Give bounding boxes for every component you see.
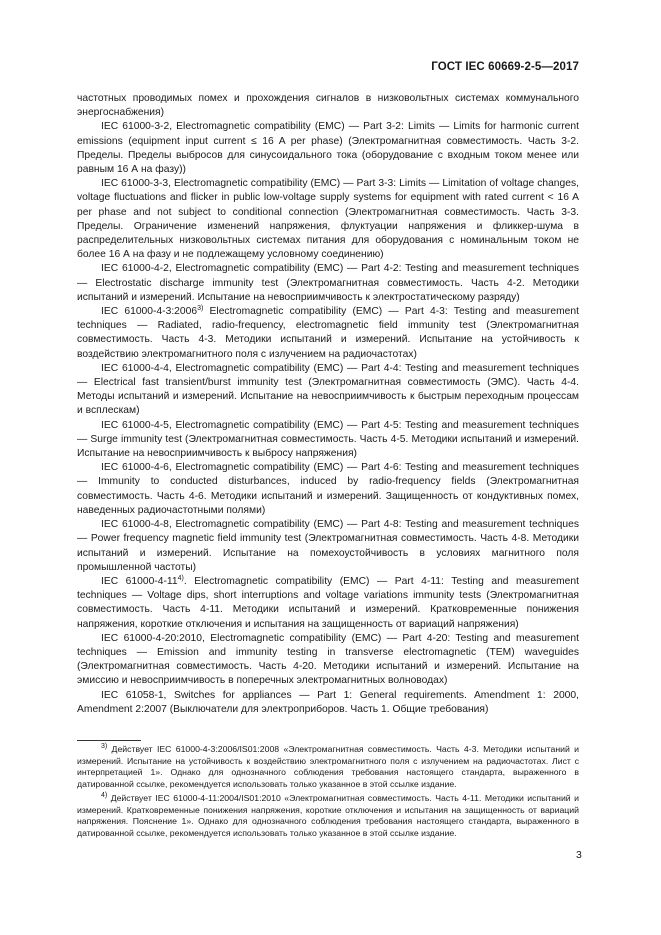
reference-text: Electromagnetic compatibility (EMC) — Part 4-3: Testing and measurement techniques — Radiated, radio-frequency, electromagnetic field immunity test (Электромагнитная совместимость. Часть 4-3. Методики испытаний и измерений. Испытание на устойчивость к воздействию электромагнитного поля с излучением на радиочастотах) xyxy=(77,306,579,360)
reference-paragraph: IEC 61000-3-3, Electromagnetic compatibility (EMC) — Part 3-3: Limits — Limitation of voltage changes, voltage fluctuations and flicker in public low-voltage supply systems for equipment with rated current < 16 A per phase and not subject to conditional connection (Электромагнитная совместимость. Часть 3-3. Пределы. Ограничение изменений напряжения, флуктуации напряжения и фликкер-шума в распределительных низковольтных системах питания для оборудования с номинальным током не более 16 А на фазу и не подлежащему условному соединению) xyxy=(77,178,579,261)
footnote-text: Действует IEC 61000-4-11:2004/IS01:2010 «Электромагнитная совместимость. Часть 4-11. Методики испытаний и измерений. Кратковременные понижения напряжения, короткие отключения и испытания на защищенность от вариаций напряжения. Пояснение 1». Однако для однозначного соблюдения требования настоящего стандарта, выраженного в датированной ссылке, рекомендуется использовать только указанное в этой ссылке издание. xyxy=(77,792,579,838)
document-header: ГОСТ IEC 60669-2-5—2017 xyxy=(431,61,579,73)
reference-paragraph: IEC 61000-4-20:2010, Electromagnetic compatibility (EMC) — Part 4-20: Testing and measurement techniques — Emission and immunity testing in transverse electromagnetic (TEM) waveguides (Электромагнитная совместимость. Часть 4-20. Методики испытаний и измерений. Испытание на эмиссию и невосприимчивость в поперечных электромагнитных волноводах) xyxy=(77,632,579,687)
reference-paragraph xyxy=(77,305,579,362)
reference-paragraph: частотных проводимых помех и прохождения сигналов в низковольтных системах коммунального энергоснабжения) xyxy=(77,93,579,119)
reference-paragraph xyxy=(77,575,579,632)
reference-paragraph: IEC 61000-4-8, Electromagnetic compatibility (EMC) — Part 4-8: Testing and measurement techniques — Power frequency magnetic field immunity test (Электромагнитная совместимость. Часть 4-8. Методики испытаний и измерений. Испытание на помехоустойчивость в условиях магнитного поля промышленной частоты) xyxy=(77,519,579,573)
footnote-ref: 3) xyxy=(197,305,204,313)
page-number: 3 xyxy=(576,849,582,861)
reference-list xyxy=(77,92,579,717)
footnote-text: Действует IEC 61000-4-3:2006/IS01:2008 «Электромагнитная совместимость. Часть 4-3. Методики испытаний и измерений. Испытание на устойчивость к воздействию электромагнитного поля с излучением на радиочастотах. Лист с интерпретацией 1». Однако для однозначного соблюдения требования настоящего стандарта, выраженного в датированной ссылке, рекомендуется использовать только указанное в этой ссылке издание. xyxy=(77,744,579,790)
footnote-mark: 3) xyxy=(101,743,108,750)
reference-code: IEC 61000-4-3:2006 xyxy=(101,306,198,318)
footnote xyxy=(77,744,579,791)
footnote-mark: 4) xyxy=(101,791,108,799)
reference-paragraph: IEC 61000-4-6, Electromagnetic compatibility (EMC) — Part 4-6: Testing and measurement techniques — Immunity to conducted disturbances, induced by radio-frequency fields (Электромагнитная совместимость. Часть 4-6. Методики испытаний и измерений. Защищенность от кондуктивных помех, наведенных радиочастотными полями) xyxy=(77,462,579,516)
footnotes xyxy=(77,744,579,842)
reference-code: IEC 61000-4-11 xyxy=(101,575,178,587)
reference-text: . Electromagnetic compatibility (EMC) — Part 4-11: Testing and measurement techniques — Voltage dips, short interruptions and voltage variations immunity tests (Электромагнитная совместимость. Часть 4-11. Методики испытаний и измерений. Кратковременные понижения напряжения, короткие отключения и испытания на защищенность от вариаций напряжения) xyxy=(77,575,579,630)
reference-paragraph: IEC 61058-1, Switches for appliances — Part 1: General requirements. Amendment 1: 2000, Amendment 2:2007 (Выключатели для электроприборов. Часть 1. Общие требования) xyxy=(77,689,579,715)
footnote-ref: 4) xyxy=(177,574,184,582)
reference-paragraph: IEC 61000-4-4, Electromagnetic compatibility (EMC) — Part 4-4: Testing and measurement techniques — Electrical fast transient/burst immunity test (Электромагнитная совместимость (ЭМС). Часть 4-4. Методы испытаний и измерений. Испытание на невосприимчивость к быстрым переходным процессам и всплескам) xyxy=(77,362,579,417)
footnote-separator xyxy=(77,740,141,741)
reference-paragraph: IEC 61000-3-2, Electromagnetic compatibility (EMC) — Part 3-2: Limits — Limits for harmonic current emissions (equipment input current ≤ 16 A per phase) (Электромагнитная совместимость. Часть 3-2. Пределы. Пределы выбросов для синусоидального тока (оборудование с входным током менее или равным 16 А на фазу)) xyxy=(77,121,579,176)
footnote xyxy=(77,793,579,840)
reference-paragraph: IEC 61000-4-5, Electromagnetic compatibility (EMC) — Part 4-5: Testing and measurement techniques — Surge immunity test (Электромагнитная совместимость. Часть 4-5. Методики испытаний и измерений. Испытание на невосприимчивость к выбросу напряжения) xyxy=(77,419,579,460)
reference-paragraph: IEC 61000-4-2, Electromagnetic compatibility (EMC) — Part 4-2: Testing and measurement techniques — Electrostatic discharge immunity test (Электромагнитная совместимость. Часть 4-2. Методики испытаний и измерений. Испытание на невосприимчивость к электростатическому разряду) xyxy=(77,263,579,303)
